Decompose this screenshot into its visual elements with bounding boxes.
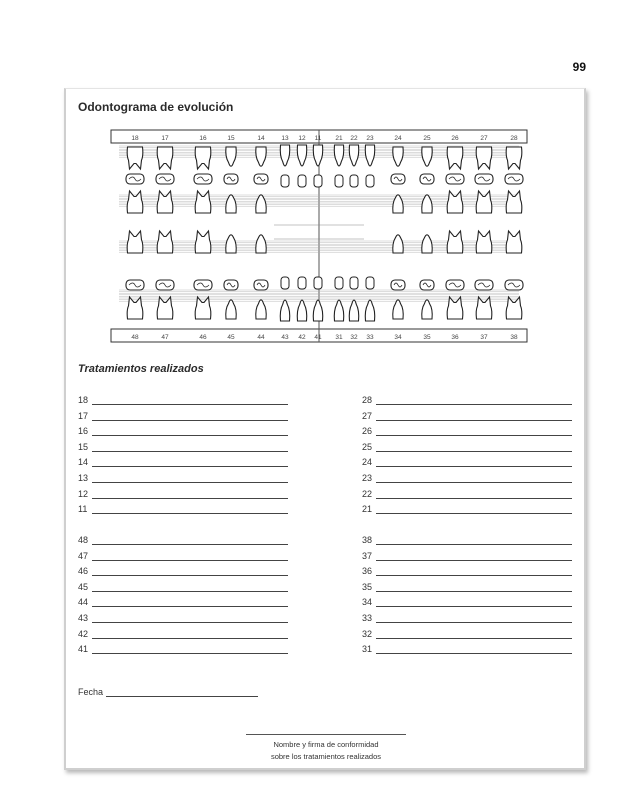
tooth-number: 18 [78,395,89,405]
tooth-number: 35 [362,581,373,592]
write-line[interactable] [376,653,572,654]
tooth-label: 25 [423,135,431,142]
lower-premolar-buccal [422,300,432,319]
write-line[interactable] [92,575,288,576]
treatment-line[interactable] [362,472,572,488]
treatment-line[interactable] [78,643,288,659]
treatment-line[interactable] [78,581,288,597]
write-line[interactable] [92,606,288,607]
tooth-label: 17 [161,135,169,142]
upper-molar-palatal [506,191,522,213]
treatments-upper-left [362,394,572,519]
write-line[interactable] [376,606,572,607]
lower-molar-buccal [157,297,173,319]
treatment-line[interactable] [362,565,572,581]
tooth-label: 13 [281,135,289,142]
treatments-lower-left [362,534,572,659]
upper-molar-palatal [127,191,143,213]
upper-premolar-buccal [226,147,236,166]
tooth-number: 31 [362,644,373,655]
lower-molar-buccal [447,297,463,319]
upper-premolar-palatal [393,195,403,213]
lower-premolar-buccal [226,300,236,319]
write-line[interactable] [92,638,288,639]
write-line[interactable] [92,622,288,623]
tooth-label: 14 [257,135,265,142]
upper-premolar-palatal [226,195,236,213]
tooth-number: 28 [362,395,373,405]
tooth-label: 23 [366,135,374,142]
lower-molar-lingual [506,231,522,253]
upper-incisal [350,175,358,187]
tooth-label: 42 [298,334,306,341]
treatment-line[interactable] [362,425,572,441]
tooth-label: 44 [257,334,265,341]
upper-incisal [298,175,306,187]
write-line[interactable] [376,498,572,499]
tooth-label: 31 [335,334,343,341]
upper-molar-buccal [157,147,173,169]
upper-molar-buccal [447,147,463,169]
write-line[interactable] [376,638,572,639]
tooth-number: 13 [78,472,89,483]
lower-incisal [281,277,289,289]
treatment-line[interactable] [78,425,288,441]
treatment-line[interactable] [362,628,572,644]
tooth-label: 26 [451,135,459,142]
write-line[interactable] [376,575,572,576]
tooth-number: 12 [78,488,89,499]
lower-incisal [298,277,306,289]
upper-molar-buccal [476,147,492,169]
treatment-line[interactable] [78,565,288,581]
page-number: 99 [572,60,586,74]
write-line[interactable] [92,498,288,499]
treatment-line[interactable] [362,456,572,472]
fecha-label: Fecha [78,687,104,697]
write-line[interactable] [376,560,572,561]
lower-anterior-buccal [334,300,343,321]
upper-premolar-palatal [422,195,432,213]
upper-anterior-buccal [280,145,289,166]
write-line[interactable] [376,435,572,436]
lower-incisal [366,277,374,289]
tooth-label: 24 [394,135,402,142]
tooth-number: 33 [362,612,373,623]
lower-premolar-lingual [393,235,403,253]
write-line[interactable] [92,544,288,545]
upper-incisal [366,175,374,187]
tooth-number: 15 [78,441,89,452]
tooth-number: 25 [362,441,373,452]
tooth-number: 26 [362,426,373,437]
lower-molar-lingual [447,231,463,253]
tooth-label: 37 [480,334,488,341]
tooth-number: 11 [78,504,88,515]
treatment-line[interactable] [362,596,572,612]
upper-molar-buccal [195,147,211,169]
lower-incisal [314,277,322,289]
tooth-number: 46 [78,566,89,577]
lower-molar-lingual [127,231,143,253]
odontogram-card [64,88,586,770]
lower-premolar-buccal [256,300,266,319]
write-line[interactable] [92,451,288,452]
write-line[interactable] [92,435,288,436]
treatment-line[interactable] [362,441,572,457]
lower-premolar-buccal [393,300,403,319]
treatments-lower-right [78,534,288,659]
tooth-number: 17 [78,410,89,421]
lower-premolar-lingual [256,235,266,253]
upper-molar-palatal [447,191,463,213]
treatment-line[interactable] [78,534,288,550]
treatment-line[interactable] [78,456,288,472]
tooth-number: 22 [362,488,373,499]
upper-molar-buccal [506,147,522,169]
signature-caption-line2: sobre los tratamientos realizados [270,752,382,761]
tooth-label: 35 [423,334,431,341]
tooth-label: 12 [298,135,306,142]
signature-caption [226,739,426,763]
tooth-number: 34 [362,597,373,608]
tooth-number: 38 [362,535,373,545]
write-line[interactable] [92,466,288,467]
treatment-line[interactable] [78,628,288,644]
tooth-label: 22 [350,135,358,142]
tooth-number: 42 [78,628,89,639]
treatment-line[interactable] [362,550,572,566]
write-line[interactable] [92,420,288,421]
lower-anterior-buccal [280,300,289,321]
upper-incisal [335,175,343,187]
tooth-number: 14 [78,457,89,468]
upper-premolar-buccal [256,147,266,166]
lower-anterior-buccal [349,300,358,321]
treatment-line[interactable] [78,441,288,457]
lower-incisal [350,277,358,289]
lower-molar-lingual [195,231,211,253]
tooth-number: 16 [78,426,89,437]
upper-anterior-buccal [297,145,306,166]
treatment-line[interactable] [78,596,288,612]
treatment-line[interactable] [362,643,572,659]
upper-anterior-buccal [349,145,358,166]
treatment-line[interactable] [78,410,288,426]
tooth-number: 43 [78,612,89,623]
tooth-label: 46 [199,334,207,341]
tooth-number: 21 [362,504,373,515]
tooth-label: 27 [480,135,488,142]
upper-premolar-buccal [393,147,403,166]
lower-molar-lingual [157,231,173,253]
tooth-label: 48 [131,334,139,341]
odontogram-chart [109,129,529,343]
write-line[interactable] [92,482,288,483]
tooth-label: 15 [227,135,235,142]
write-line[interactable] [376,544,572,545]
tooth-label: 33 [366,334,374,341]
upper-molar-buccal [127,147,143,169]
upper-premolar-buccal [422,147,432,166]
odontogram-svg [109,129,529,343]
treatment-line[interactable] [78,394,288,410]
treatment-line[interactable] [78,472,288,488]
tooth-number: 44 [78,597,89,608]
fecha-field[interactable] [106,696,258,697]
write-line[interactable] [376,591,572,592]
upper-premolar-palatal [256,195,266,213]
treatment-line[interactable] [362,612,572,628]
tooth-number: 32 [362,628,373,639]
tooth-label: 11 [314,135,322,142]
treatment-line[interactable] [78,488,288,504]
treatment-line[interactable] [362,394,572,410]
write-line[interactable] [376,404,572,405]
signature-line[interactable] [246,734,406,735]
tooth-label: 41 [314,334,322,341]
upper-anterior-buccal [313,145,322,166]
upper-molar-palatal [157,191,173,213]
write-line[interactable] [376,622,572,623]
tooth-number: 45 [78,581,89,592]
lower-molar-lingual [476,231,492,253]
tooth-number: 36 [362,566,373,577]
treatment-line[interactable] [78,550,288,566]
tooth-label: 36 [451,334,459,341]
treatments-title: Tratamientos realizados [78,363,204,375]
treatments-upper-right [78,394,288,519]
treatment-line[interactable] [362,534,572,550]
write-line[interactable] [92,513,288,514]
write-line[interactable] [376,513,572,514]
upper-molar-palatal [195,191,211,213]
treatment-line[interactable] [78,503,288,519]
tooth-number: 27 [362,410,373,421]
lower-incisal [335,277,343,289]
lower-premolar-lingual [422,235,432,253]
tooth-label: 38 [510,334,518,341]
treatment-line[interactable] [362,503,572,519]
write-line[interactable] [92,653,288,654]
tooth-label: 18 [131,135,139,142]
tooth-number: 41 [78,644,89,655]
tooth-label: 28 [510,135,518,142]
upper-incisal [281,175,289,187]
tooth-label: 16 [199,135,207,142]
write-line[interactable] [92,404,288,405]
upper-incisal [314,175,322,187]
tooth-number: 24 [362,457,373,468]
tooth-label: 34 [394,334,402,341]
treatment-line[interactable] [362,581,572,597]
lower-molar-buccal [506,297,522,319]
treatment-line[interactable] [78,612,288,628]
write-line[interactable] [376,466,572,467]
lower-anterior-buccal [365,300,374,321]
write-line[interactable] [376,482,572,483]
tooth-label: 43 [281,334,289,341]
lower-molar-buccal [195,297,211,319]
tooth-number: 48 [78,535,89,545]
tooth-number: 23 [362,472,373,483]
treatment-line[interactable] [362,410,572,426]
lower-anterior-buccal [297,300,306,321]
write-line[interactable] [92,591,288,592]
treatment-line[interactable] [362,488,572,504]
tooth-label: 47 [161,334,169,341]
write-line[interactable] [376,451,572,452]
lower-molar-buccal [476,297,492,319]
tooth-number: 37 [362,550,373,561]
upper-molar-palatal [476,191,492,213]
tooth-number: 47 [78,550,89,561]
upper-anterior-buccal [365,145,374,166]
tooth-label: 45 [227,334,235,341]
lower-molar-buccal [127,297,143,319]
tooth-label: 32 [350,334,358,341]
tooth-label: 21 [335,135,343,142]
write-line[interactable] [92,560,288,561]
lower-anterior-buccal [313,300,322,321]
write-line[interactable] [376,420,572,421]
lower-premolar-lingual [226,235,236,253]
signature-caption-line1: Nombre y firma de conformidad [273,740,379,749]
page-title: Odontograma de evolución [78,100,234,114]
upper-anterior-buccal [334,145,343,166]
